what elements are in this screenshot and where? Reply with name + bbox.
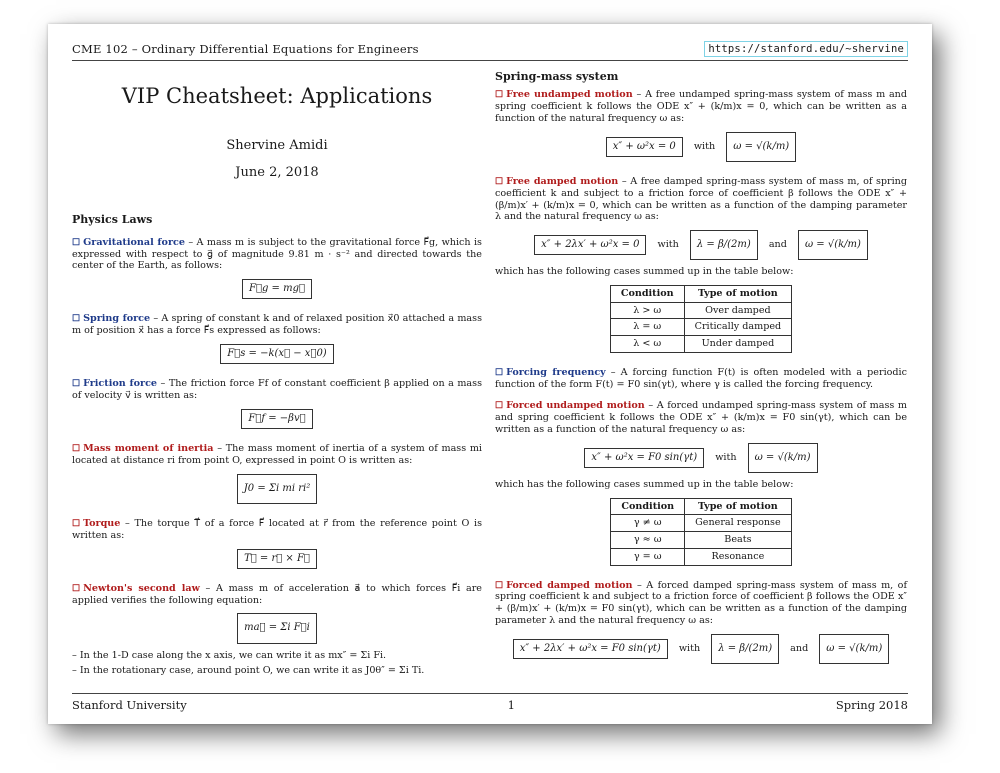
table-cell: λ < ω — [610, 336, 684, 353]
gravitational-force-item — [72, 237, 482, 300]
table-header-row — [611, 498, 791, 515]
cheatsheet-page — [48, 24, 932, 724]
equation-box: F⃗s = −k(x⃗ − x⃗0) — [220, 344, 333, 364]
item-text: – A mass m is subject to the gravitational force F⃗g, which is expressed with respect to g⃗ of magnitude 9.81 m · s⁻² and directed towards the center of the Earth, as follows: — [72, 236, 482, 272]
right-column — [495, 68, 907, 664]
page-header — [72, 38, 908, 60]
table-header: Condition — [611, 498, 685, 515]
table-cell: λ > ω — [610, 302, 684, 319]
square-bullet-icon: ☐ — [495, 401, 504, 412]
equation-box: x″ + ω²x = F0 sin(γt) — [584, 448, 704, 468]
term-label: Newton's second law — [83, 582, 200, 594]
table-cell: General response — [685, 515, 792, 532]
table-cell: γ ≠ ω — [611, 515, 685, 532]
equation-box: ma⃗ = Σi F⃗i — [237, 613, 317, 643]
square-bullet-icon: ☐ — [72, 583, 81, 594]
item-text: – A free undamped spring-mass system of mass m and spring coefficient k follows the ODE x″ + (k/m)x = 0, which can be written as a function of the natural frequency ω as: — [495, 89, 907, 125]
with-label: with — [715, 452, 737, 464]
physics-heading: Physics Laws — [72, 213, 153, 227]
table-row — [611, 515, 791, 532]
doc-date: June 2, 2018 — [235, 165, 319, 181]
table-intro: which has the following cases summed up in the table below: — [495, 478, 794, 490]
item-text: – A spring of constant k and of relaxed position x⃗0 attached a mass m of position x⃗ has a force F⃗s expressed as follows: — [72, 313, 483, 337]
forced-undamped-item — [495, 400, 907, 565]
table-cell: Critically damped — [684, 319, 792, 336]
spring-heading: Spring-mass system — [495, 70, 619, 83]
course-title: CME 102 – Ordinary Differential Equations for Engineers — [72, 42, 419, 56]
term-label: Torque — [83, 517, 121, 529]
equation-box: ω = √(k/m) — [819, 634, 889, 664]
table-header: Condition — [610, 285, 684, 302]
footer-rule — [72, 693, 908, 694]
square-bullet-icon: ☐ — [72, 518, 81, 529]
forced-damped-item — [495, 580, 907, 664]
item-text: – A forcing function F(t) is often modeled with a periodic function of the form F(t) = F0 sin(γt), where γ is called the forcing frequency. — [495, 366, 907, 390]
page-footer — [72, 696, 908, 714]
moment-of-inertia-item — [72, 443, 482, 504]
term-label: Forcing frequency — [506, 366, 606, 378]
term-label: Spring force — [83, 313, 151, 325]
footer-university: Stanford University — [72, 698, 187, 712]
square-bullet-icon: ☐ — [495, 176, 504, 187]
table-row — [610, 302, 791, 319]
table-cell: γ ≈ ω — [611, 532, 685, 549]
newton-rotation-note: – In the rotationary case, around point O, we can write it as J0θ″ = Σi Ti. — [72, 665, 425, 677]
page-number: 1 — [507, 698, 515, 712]
with-label: with — [678, 642, 701, 654]
header-rule — [72, 60, 908, 61]
item-text: – The friction force Ff of constant coefficient β applied on a mass of velocity v⃗ is written as: — [72, 378, 483, 402]
doc-title: VIP Cheatsheet: Applications — [121, 84, 433, 108]
equation-box: x″ + 2λx′ + ω²x = F0 sin(γt) — [513, 639, 668, 659]
equation-box: F⃗g = mg⃗ — [242, 279, 312, 299]
equation-box: T⃗ = r⃗ × F⃗ — [237, 549, 317, 569]
square-bullet-icon: ☐ — [72, 237, 81, 248]
equation-box: λ = β/(2m) — [711, 634, 779, 664]
square-bullet-icon: ☐ — [495, 90, 504, 101]
doc-author: Shervine Amidi — [226, 137, 328, 153]
item-text: – A mass m of acceleration a⃗ to which forces F⃗i are applied verifies the following equation: — [72, 582, 482, 606]
table-cell: λ = ω — [610, 319, 684, 336]
term-label: Friction force — [83, 378, 158, 390]
equation-box: x″ + 2λx′ + ω²x = 0 — [534, 235, 646, 255]
forcing-cases-table — [610, 498, 791, 566]
table-header-row — [610, 285, 791, 302]
square-bullet-icon: ☐ — [72, 444, 81, 455]
table-header: Type of motion — [685, 498, 792, 515]
square-bullet-icon: ☐ — [495, 580, 504, 591]
item-text: – The torque T⃗ of a force F⃗ located at r⃗ from the reference point O is written as: — [72, 517, 482, 541]
item-text: – A free damped spring-mass system of mass m, of spring coefficient k and subject to a friction force of coefficient β follows the ODE x″ + (β/m)x′ + (k/m)x = 0, which can be written as a function of the damping parameter λ and the natural frequency ω as: — [495, 175, 907, 223]
term-label: Gravitational force — [83, 236, 185, 248]
term-label: Free damped motion — [506, 175, 619, 187]
forcing-frequency-item — [495, 367, 907, 391]
term-label: Forced undamped motion — [506, 400, 645, 412]
torque-item — [72, 518, 482, 569]
square-bullet-icon: ☐ — [72, 314, 81, 325]
damping-cases-table — [610, 285, 792, 353]
and-label: and — [790, 642, 809, 654]
table-cell: Under damped — [684, 336, 792, 353]
table-cell: Resonance — [685, 548, 792, 565]
with-label: with — [693, 141, 716, 153]
table-row — [610, 336, 791, 353]
table-row — [610, 319, 791, 336]
author-url-link[interactable]: https://stanford.edu/~shervine — [704, 41, 908, 57]
spring-force-item — [72, 313, 482, 364]
newton-1d-note: – In the 1-D case along the x axis, we can write it as mx″ = Σi Fi. — [72, 649, 387, 661]
table-header: Type of motion — [684, 285, 792, 302]
friction-force-item — [72, 378, 482, 429]
term-label: Free undamped motion — [506, 89, 633, 101]
equation-box: ω = √(k/m) — [726, 132, 796, 162]
free-damped-item — [495, 176, 907, 353]
equation-box: ω = √(k/m) — [798, 230, 868, 260]
table-cell: Beats — [685, 532, 792, 549]
equation-box: λ = β/(2m) — [690, 230, 758, 260]
free-undamped-item — [495, 89, 907, 162]
term-label: Forced damped motion — [506, 579, 633, 591]
with-label: with — [657, 239, 679, 251]
item-text: – The mass moment of inertia of a system of mass mi located at distance ri from point O, expressed in point O is written as: — [72, 443, 483, 466]
square-bullet-icon: ☐ — [495, 367, 504, 378]
and-label: and — [768, 239, 787, 251]
left-column — [72, 68, 482, 677]
table-intro: which has the following cases summed up in the table below: — [495, 266, 794, 278]
footer-term: Spring 2018 — [835, 698, 908, 712]
table-cell: γ = ω — [611, 548, 685, 565]
newtons-law-item — [72, 583, 482, 644]
equation-box: ω = √(k/m) — [748, 443, 818, 473]
equation-box: J0 = Σi mi ri² — [237, 474, 317, 504]
table-cell: Over damped — [684, 302, 792, 319]
table-row — [611, 532, 791, 549]
item-text: – A forced damped spring-mass system of mass m, of spring coefficient k and subject to a friction force of coefficient β follows the ODE x″ + (β/m)x′ + (k/m)x = F0 sin(γt), which can be written as a function of the damping parameter λ and the natural frequency ω as: — [495, 579, 907, 626]
item-text: – A forced undamped spring-mass system of mass m and spring coefficient k follows the ODE x″ + (k/m)x = F0 sin(γt), which can be written as a function of the natural frequency ω as: — [495, 400, 907, 436]
equation-box: x″ + ω²x = 0 — [606, 137, 683, 157]
term-label: Mass moment of inertia — [83, 443, 214, 455]
table-row — [611, 548, 791, 565]
square-bullet-icon: ☐ — [72, 379, 81, 390]
equation-box: F⃗f = −βv⃗ — [241, 409, 312, 429]
